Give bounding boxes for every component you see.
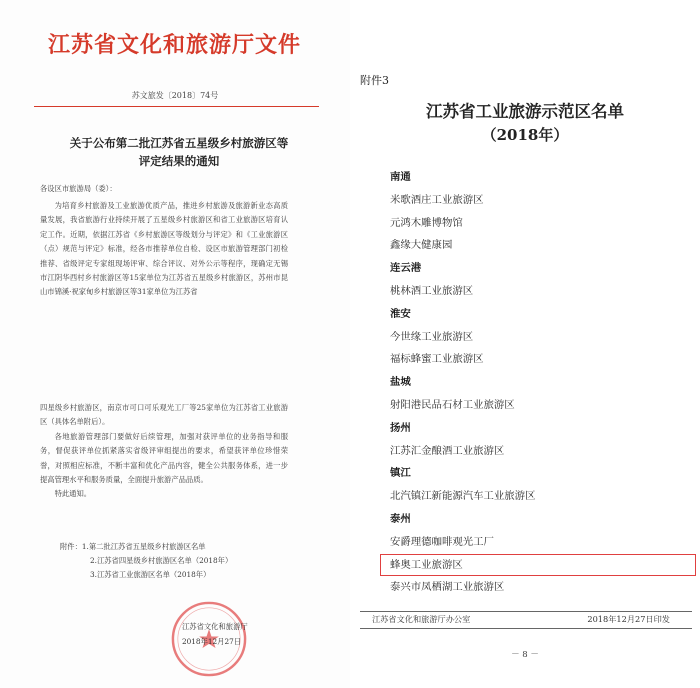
- body-paragraph: 特此通知。: [54, 489, 92, 499]
- footer-date: 2018年12月27日印发: [587, 614, 670, 624]
- list-item: 泰兴市凤栖湖工业旅游区: [390, 581, 505, 594]
- city-heading: 泰州: [390, 512, 411, 525]
- list-year: （2018年）: [481, 126, 569, 144]
- signing-office: 江苏省文化和旅游厅: [182, 622, 248, 631]
- document-number: 苏文旅发〔2018〕74号: [131, 91, 219, 100]
- list-item-highlighted: 蜂奥工业旅游区: [390, 554, 690, 577]
- city-heading: 南通: [390, 171, 411, 183]
- attachment-item: 2.江苏省四星级乡村旅游区名单（2018年）: [90, 556, 233, 565]
- attachment-item: 附件：1.第二批江苏省五星级乡村旅游区名单: [60, 542, 206, 551]
- attachment-item: 3.江苏省工业旅游区名单（2018年）: [90, 570, 211, 579]
- list-item: 鑫缘大健康园: [390, 239, 453, 252]
- footer-divider: [360, 611, 692, 612]
- demonstration-zone-list: [390, 166, 690, 599]
- body-paragraph: 为培育乡村旅游及工业旅游优质产品，推进乡村旅游及旅游新业态高质量发展，我省旅游行业持续开展了五星级乡村旅游区和省工业旅游区培育认定工作。近期，依据江苏省《乡村旅游区等级划分与评定》和《工业旅游区（点）规范与评定》标准，经各市推荐单位自检、设区市旅游管理部门初检推荐、省级评定专家组现场评审、综合评议、对外公示等程序，现确定无锡市江阴华西村乡村旅游区等15家单位为江苏省五星级乡村旅游区，苏州市昆山市锦溪·祝家甸乡村旅游区等31家单位为江苏省: [40, 201, 288, 297]
- list-item: 江苏汇金酿酒工业旅游区: [390, 444, 505, 457]
- list-item: 安爵理德咖啡观光工厂: [390, 535, 494, 548]
- signing-date: 2018年12月27日: [182, 637, 242, 646]
- body-paragraph-block: [40, 199, 288, 300]
- body-paragraph-block: [40, 401, 288, 502]
- notice-title: [34, 134, 324, 170]
- attachments-list: [60, 540, 300, 582]
- list-item: 今世缘工业旅游区: [390, 330, 474, 343]
- page-number: － 8 －: [511, 650, 539, 660]
- list-item: 桃林酒工业旅游区: [390, 284, 474, 297]
- appendix-page: [350, 0, 700, 688]
- footer-office: 江苏省文化和旅游厅办公室: [372, 614, 471, 624]
- list-item: 米歌酒庄工业旅游区: [390, 193, 484, 206]
- salutation: 各设区市旅游局（委）：: [40, 184, 117, 193]
- notice-title-line: 关于公布第二批江苏省五星级乡村旅游区等: [69, 136, 289, 150]
- list-item: 射阳港民品石材工业旅游区: [390, 398, 515, 411]
- city-heading: 盐城: [390, 376, 411, 389]
- list-item: 北汽镇江新能源汽车工业旅游区: [390, 490, 536, 503]
- document-header-title: 江苏省文化和旅游厅文件: [48, 32, 302, 58]
- list-title: 江苏省工业旅游示范区名单: [426, 102, 624, 121]
- appendix-label: 附件3: [360, 74, 389, 87]
- notice-title-line: 评定结果的通知: [138, 154, 220, 168]
- list-item: 福标蜂蜜工业旅游区: [390, 353, 484, 366]
- city-heading: 镇江: [390, 467, 411, 480]
- city-heading: 扬州: [390, 421, 411, 434]
- body-paragraph: 四星级乡村旅游区，南京市可口可乐观光工厂等25家单位为江苏省工业旅游区（具体名单附后）。: [40, 403, 288, 427]
- red-divider: [34, 106, 319, 107]
- city-heading: 连云港: [390, 262, 422, 275]
- body-paragraph: 各地旅游管理部门要做好后续管理，加强对获评单位的业务指导和服务，督促获评单位抓紧落实省级评审组提出的要求，希望获评单位珍惜荣誉，对照相应标准，不断丰富和优化产品内容，健全公共服务体系，进一步提高管理水平和服务质量，全面提升旅游产品品质。: [40, 431, 288, 485]
- city-heading: 淮安: [390, 307, 411, 320]
- footer-divider: [360, 628, 692, 629]
- list-item: 元鸿木雕博物馆: [390, 216, 463, 229]
